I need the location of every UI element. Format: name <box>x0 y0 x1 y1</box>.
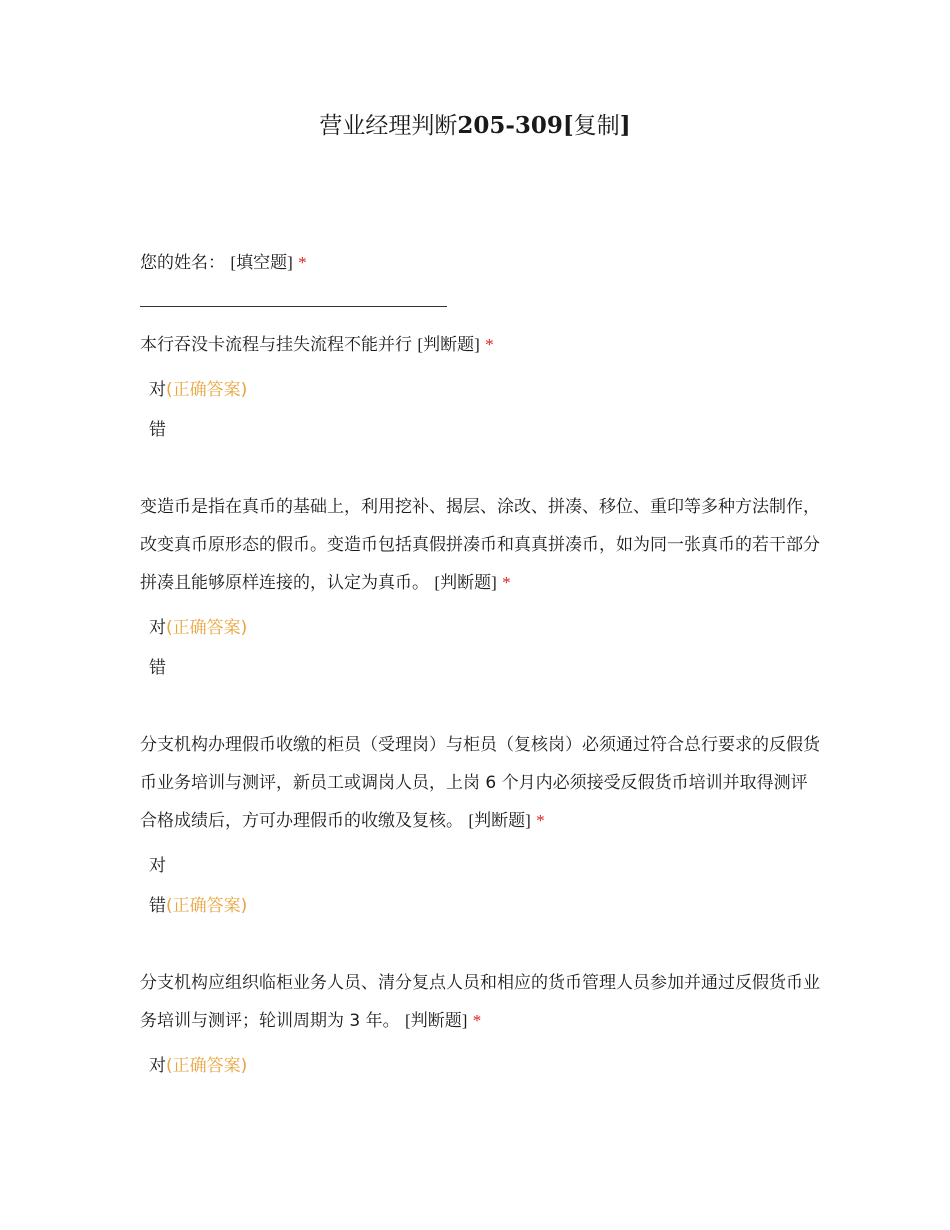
correct-answer-marker: (正确答案) <box>166 1056 248 1076</box>
option-false[interactable] <box>149 655 166 681</box>
question-text: 本行吞没卡流程与挂失流程不能并行 <box>140 335 412 355</box>
option-true[interactable] <box>149 1053 247 1079</box>
required-mark: * <box>485 335 494 354</box>
title-prefix: 营业经理判断 <box>319 113 458 139</box>
question-text: 分支机构应组织临柜业务人员、清分复点人员和相应的货币管理人员参加并通过反假货币业务培训与测评；轮训周期为 3 年。 <box>140 973 820 1031</box>
page-title <box>0 110 950 142</box>
question-type-tag: [判断题] <box>405 1011 468 1030</box>
question-4 <box>140 964 820 1040</box>
required-mark: * <box>502 573 511 592</box>
option-true[interactable] <box>149 615 247 641</box>
correct-answer-marker: (正确答案) <box>166 380 248 400</box>
required-mark: * <box>472 1011 482 1030</box>
option-false[interactable] <box>149 417 166 443</box>
option-true[interactable] <box>149 377 247 403</box>
option-label: 对 <box>149 380 166 400</box>
name-question <box>140 244 820 282</box>
option-true[interactable] <box>149 853 166 879</box>
option-false[interactable] <box>149 893 247 919</box>
question-type-tag: [填空题] <box>230 253 293 272</box>
option-label: 对 <box>149 618 166 638</box>
option-label: 错 <box>149 658 166 678</box>
option-label: 对 <box>149 1056 166 1076</box>
title-numbers: 205-309[ <box>457 112 574 139</box>
question-type-tag: [判断题] <box>434 573 497 592</box>
correct-answer-marker: (正确答案) <box>166 896 248 916</box>
question-3 <box>140 726 820 840</box>
correct-answer-marker: (正确答案) <box>166 618 248 638</box>
question-type-tag: [判断题] <box>468 811 531 830</box>
option-label: 错 <box>149 896 166 916</box>
title-copy: 复制 <box>573 113 620 139</box>
question-text: 分支机构办理假币收缴的柜员（受理岗）与柜员（复核岗）必须通过符合总行要求的反假货币业务培训与测评，新员工或调岗人员，上岗 6 个月内必须接受反假货币培训并取得测评合格成绩后，方可办理假币的收缴及复核。 <box>140 735 820 831</box>
title-suffix: ] <box>619 112 631 139</box>
name-input-line[interactable] <box>140 306 447 307</box>
question-type-tag: [判断题] <box>417 335 480 354</box>
option-label: 错 <box>149 420 166 440</box>
question-text: 变造币是指在真币的基础上，利用挖补、揭层、涂改、拼凑、移位、重印等多种方法制作，改变真币原形态的假币。变造币包括真假拼凑币和真真拼凑币，如为同一张真币的若干部分拼凑且能够原样连接的，认定为真币。 <box>140 497 820 593</box>
required-mark: * <box>298 253 307 272</box>
name-question-label: 您的姓名： <box>140 253 225 273</box>
option-label: 对 <box>149 856 166 876</box>
question-1 <box>140 326 820 364</box>
required-mark: * <box>536 811 545 830</box>
question-2 <box>140 488 820 602</box>
